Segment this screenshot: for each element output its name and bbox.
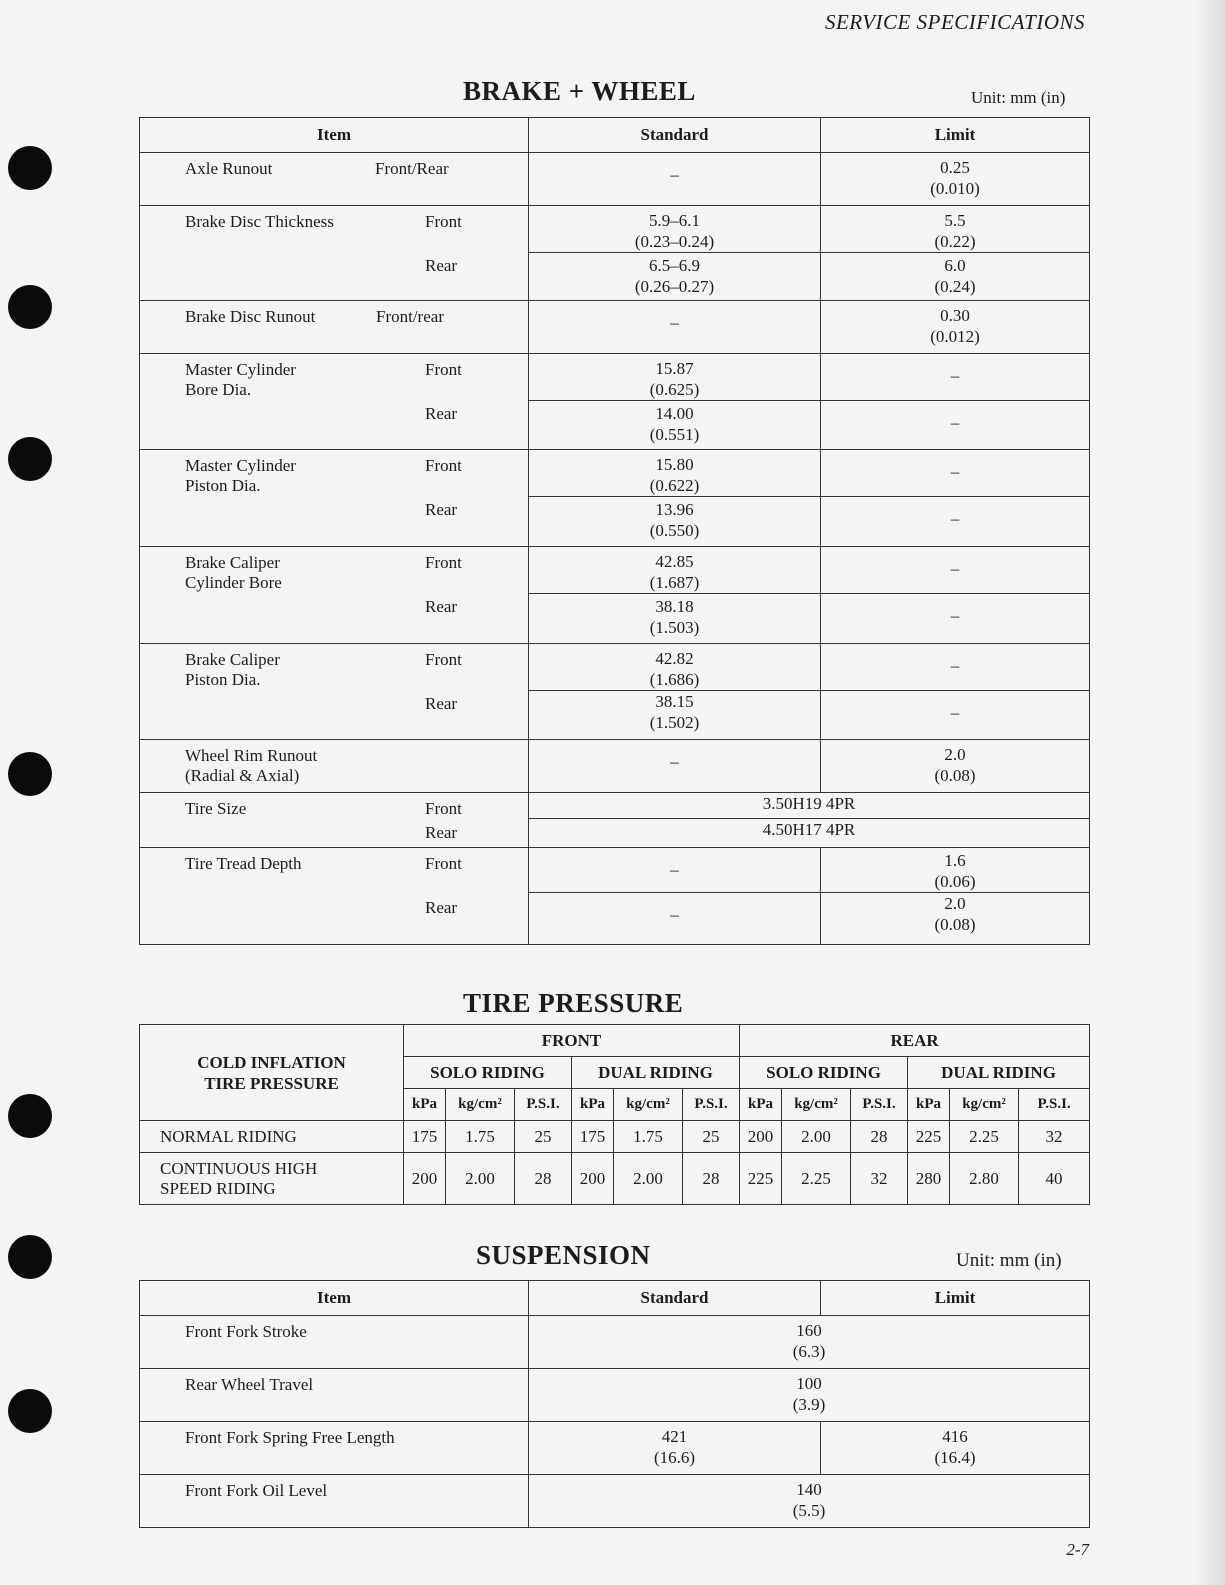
pressure-cell: 28 [515,1153,572,1205]
standard-cell: – [529,848,821,893]
pressure-cell: 2.00 [446,1153,515,1205]
rear-solo-header: SOLO RIDING [740,1057,908,1089]
binder-hole [8,1389,52,1433]
pressure-cell: 200 [572,1153,614,1205]
rear-dual-header: DUAL RIDING [908,1057,1090,1089]
binder-hole [8,752,52,796]
sub-label: Front [425,799,462,818]
standard-cell: 15.80 (0.622) [529,450,821,497]
table-row [140,740,1090,793]
item-cell [140,354,529,450]
item-label: Front Fork Oil Level [185,1481,328,1500]
unit-header: P.S.I. [515,1089,572,1121]
tire-size-front-cell: 3.50H19 4PR [529,793,1090,819]
unit-header: P.S.I. [1019,1089,1090,1121]
item-cell [140,1369,529,1422]
sub-label: Rear [425,823,458,842]
front-dual-header: DUAL RIDING [572,1057,740,1089]
unit-header: kg/cm² [782,1089,851,1121]
pressure-cell: 32 [1019,1121,1090,1153]
suspension-unit: Unit: mm (in) [956,1250,1062,1271]
pressure-cell: 225 [908,1121,950,1153]
brake-wheel-table [139,117,1090,945]
table-row [140,354,1090,401]
pressure-cell: 28 [851,1121,908,1153]
pressure-cell: 25 [515,1121,572,1153]
pressure-cell: 2.00 [614,1153,683,1205]
item-label: Brake Caliper Piston Dia. [185,650,280,689]
limit-cell: 6.0 (0.24) [821,253,1090,301]
unit-header: kg/cm² [950,1089,1019,1121]
table-row [140,1121,1090,1153]
item-cell [140,1475,529,1528]
unit-header: kg/cm² [614,1089,683,1121]
limit-cell: 0.25 (0.010) [821,153,1090,206]
table-row [140,1475,1090,1528]
item-cell [140,547,529,644]
unit-header: kPa [740,1089,782,1121]
pressure-cell: 175 [572,1121,614,1153]
item-label: Brake Disc Thickness [185,212,334,231]
brake-wheel-title: BRAKE + WHEEL [463,76,696,106]
sub-label: Front/Rear [375,159,449,178]
limit-cell: – [821,547,1090,594]
binder-hole [8,285,52,329]
item-cell [140,644,529,740]
sub-label: Front [425,650,462,669]
sub-label: Front [425,212,462,231]
item-label: Rear Wheel Travel [185,1375,314,1394]
column-header-standard: Standard [529,1281,821,1316]
binder-hole [8,437,52,481]
pressure-cell: 200 [404,1153,446,1205]
standard-cell: 13.96 (0.550) [529,497,821,547]
standard-cell: 421 (16.6) [529,1422,821,1475]
suspension-table [139,1280,1090,1528]
item-cell [140,450,529,547]
limit-cell: 1.6 (0.06) [821,848,1090,893]
item-cell [140,206,529,301]
sub-label: Rear [425,500,458,519]
standard-cell: 38.18 (1.503) [529,594,821,644]
limit-cell: 0.30 (0.012) [821,301,1090,354]
sub-label: Front [425,553,462,572]
standard-cell: 6.5–6.9 (0.26–0.27) [529,253,821,301]
limit-cell: 416 (16.4) [821,1422,1090,1475]
standard-cell: 42.85 (1.687) [529,547,821,594]
item-cell [140,301,529,354]
pressure-cell: 32 [851,1153,908,1205]
unit-header: kPa [404,1089,446,1121]
sub-label: Rear [425,694,458,713]
pressure-cell: 280 [908,1153,950,1205]
standard-cell: – [529,893,821,945]
pressure-cell: 25 [683,1121,740,1153]
item-label: Front Fork Spring Free Length [185,1428,395,1447]
item-cell [140,1316,529,1369]
unit-header: kPa [572,1089,614,1121]
standard-cell: 38.15 (1.502) [529,691,821,740]
sub-label: Rear [425,256,458,275]
item-cell [140,1422,529,1475]
sub-label: Front [425,854,462,873]
item-label: Front Fork Stroke [185,1322,307,1341]
pressure-cell: 2.25 [950,1121,1019,1153]
standard-cell: 15.87 (0.625) [529,354,821,401]
binder-hole [8,1235,52,1279]
pressure-cell: 2.80 [950,1153,1019,1205]
table-row [140,450,1090,497]
tire-size-rear-cell: 4.50H17 4PR [529,819,1090,848]
table-row [140,848,1090,893]
column-header-limit: Limit [821,1281,1090,1316]
sub-label: Front [425,456,462,475]
standard-cell: – [529,740,821,793]
item-label: Tire Tread Depth [185,854,302,873]
sub-label: Rear [425,404,458,423]
limit-cell: – [821,450,1090,497]
running-head: SERVICE SPECIFICATIONS [824,10,1085,34]
sub-label: Rear [425,597,458,616]
suspension-title: SUSPENSION [476,1240,651,1270]
binder-hole [8,1094,52,1138]
limit-cell: – [821,691,1090,740]
item-label: Axle Runout [185,159,273,178]
item-cell [140,153,529,206]
table-row [140,206,1090,253]
pressure-cell: 28 [683,1153,740,1205]
standard-cell: 42.82 (1.686) [529,644,821,691]
column-header-standard: Standard [529,118,821,153]
brake-wheel-unit: Unit: mm (in) [971,88,1066,107]
table-row [140,1153,1090,1205]
pressure-cell: 1.75 [446,1121,515,1153]
row-label: CONTINUOUS HIGH SPEED RIDING [140,1153,404,1205]
table-row [140,644,1090,691]
table-row [140,1316,1090,1369]
unit-header: kg/cm² [446,1089,515,1121]
table-row [140,153,1090,206]
column-header-item: Item [140,1281,529,1316]
cold-inflation-label: COLD INFLATION TIRE PRESSURE [140,1025,404,1121]
sub-label: Front/rear [376,307,444,326]
pressure-cell: 200 [740,1121,782,1153]
tire-pressure-title: TIRE PRESSURE [463,988,684,1018]
unit-header: P.S.I. [683,1089,740,1121]
item-cell [140,848,529,945]
item-label: Master Cylinder Bore Dia. [185,360,296,399]
value-cell: 140 (5.5) [529,1475,1090,1528]
table-row [140,1369,1090,1422]
tire-pressure-table [139,1024,1090,1205]
unit-header: kPa [908,1089,950,1121]
page-edge-shadow [1195,0,1225,1585]
sub-label: Front [425,360,462,379]
page-number: 2-7 [1066,1540,1089,1559]
unit-header: P.S.I. [851,1089,908,1121]
item-label: Brake Disc Runout [185,307,316,326]
value-cell: 160 (6.3) [529,1316,1090,1369]
standard-cell: 5.9–6.1 (0.23–0.24) [529,206,821,253]
item-label: Brake Caliper Cylinder Bore [185,553,282,592]
limit-cell: 2.0 (0.08) [821,740,1090,793]
table-row [140,301,1090,354]
standard-cell: 14.00 (0.551) [529,401,821,450]
pressure-cell: 175 [404,1121,446,1153]
pressure-cell: 2.25 [782,1153,851,1205]
pressure-cell: 40 [1019,1153,1090,1205]
limit-cell: – [821,644,1090,691]
standard-cell: – [529,301,821,354]
table-row [140,547,1090,594]
standard-cell: – [529,153,821,206]
binder-hole [8,146,52,190]
limit-cell: 2.0 (0.08) [821,893,1090,945]
rear-header: REAR [740,1025,1090,1057]
item-cell [140,793,529,848]
limit-cell: 5.5 (0.22) [821,206,1090,253]
table-row [140,793,1090,819]
pressure-cell: 225 [740,1153,782,1205]
column-header-limit: Limit [821,118,1090,153]
sub-label: Rear [425,898,458,917]
item-label: Tire Size [185,799,247,818]
front-header: FRONT [404,1025,740,1057]
limit-cell: – [821,354,1090,401]
item-label: Master Cylinder Piston Dia. [185,456,296,495]
limit-cell: – [821,497,1090,547]
value-cell: 100 (3.9) [529,1369,1090,1422]
limit-cell: – [821,401,1090,450]
limit-cell: – [821,594,1090,644]
pressure-cell: 1.75 [614,1121,683,1153]
item-label: Wheel Rim Runout (Radial & Axial) [185,746,318,785]
pressure-cell: 2.00 [782,1121,851,1153]
item-cell [140,740,529,793]
front-solo-header: SOLO RIDING [404,1057,572,1089]
column-header-item: Item [140,118,529,153]
table-row [140,1422,1090,1475]
row-label: NORMAL RIDING [140,1121,404,1153]
